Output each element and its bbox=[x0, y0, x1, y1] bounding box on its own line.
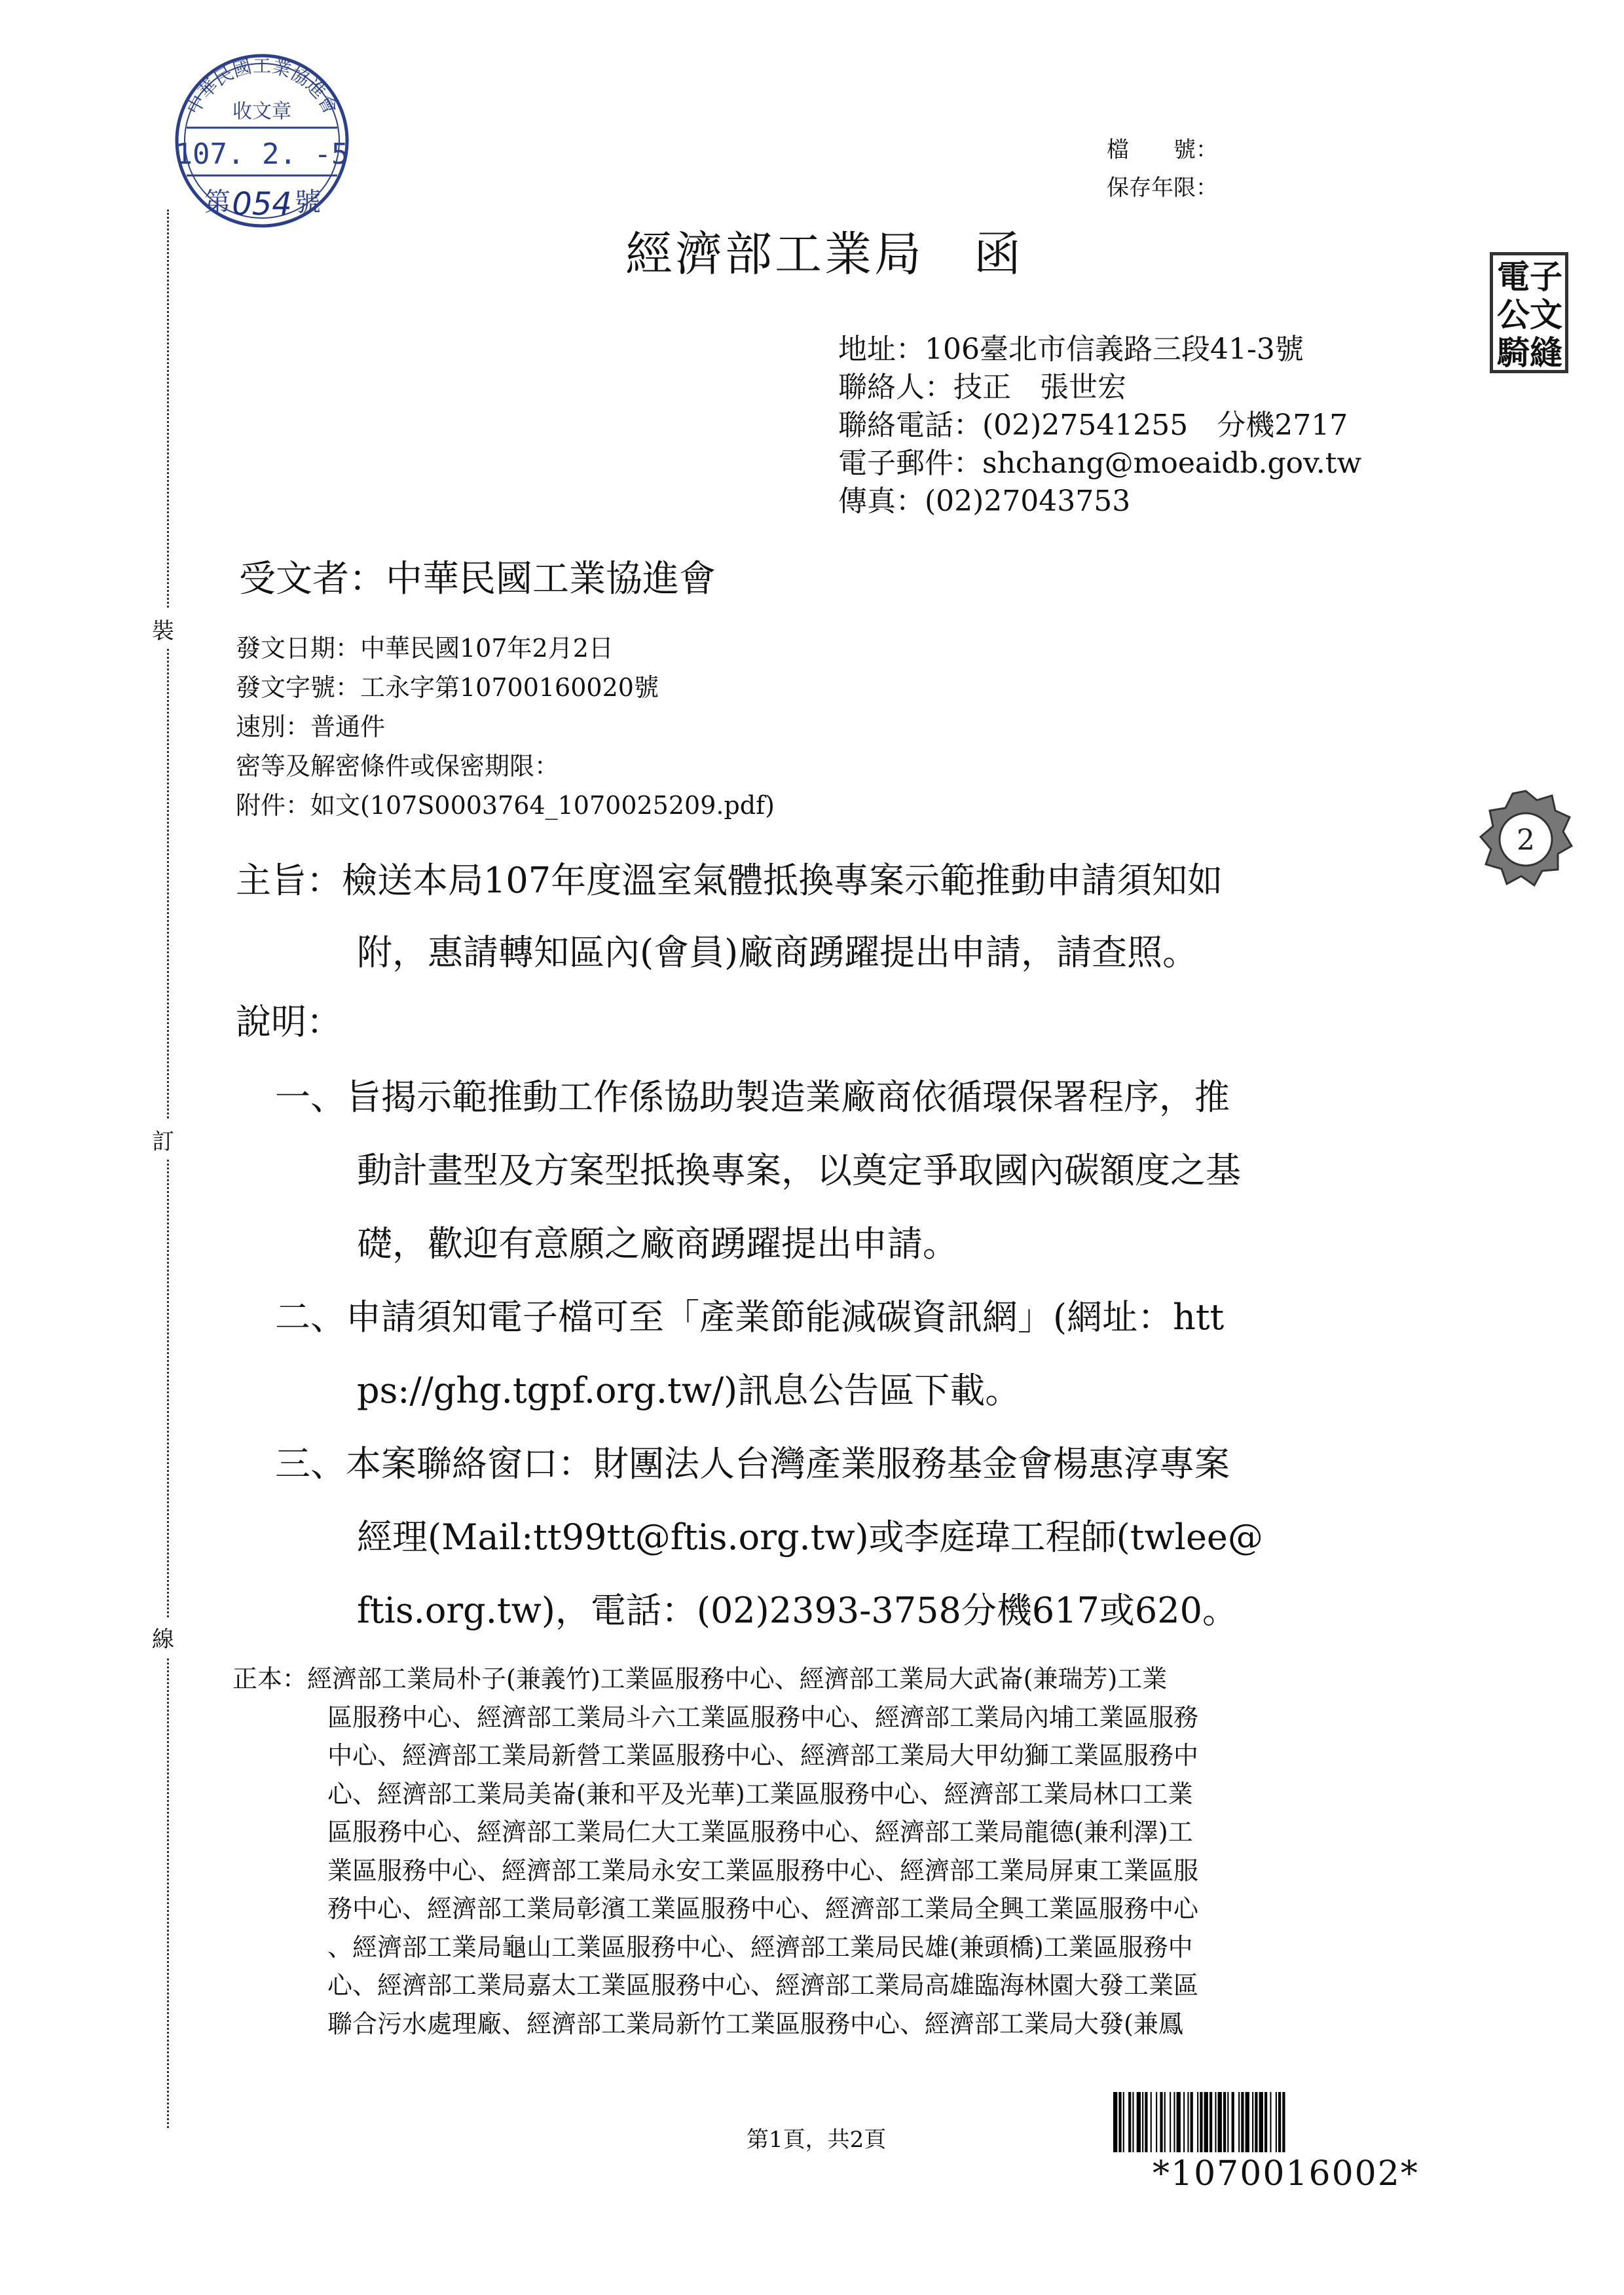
explanation-line: ftis.org.tw)，電話：(02)2393-3758分機617或620。 bbox=[357, 1590, 1238, 1631]
binding-label-bottom: 線 bbox=[152, 1617, 174, 1657]
document-title: 經濟部工業局 函 bbox=[625, 227, 1024, 282]
contact-person: 聯絡人：技正 張世宏 bbox=[838, 371, 1126, 404]
secrecy: 密等及解密條件或保密期限： bbox=[236, 752, 560, 780]
retention-label: 保存年限： bbox=[1107, 175, 1218, 201]
explanation-line: 動計畫型及方案型抵換專案，以奠定爭取國內碳額度之基 bbox=[357, 1150, 1241, 1191]
explanation-line: 三、本案聯絡窗口：財團法人台灣產業服務基金會楊惠淳專案 bbox=[275, 1443, 1230, 1484]
file-number-label: 檔 號： bbox=[1107, 137, 1218, 163]
explanation-heading: 說明： bbox=[236, 1001, 342, 1042]
barcode-number: *1070016002* bbox=[1153, 2154, 1419, 2194]
receipt-stamp-label: 收文章 bbox=[232, 100, 291, 123]
explanation-line: 經理(Mail:tt99tt@ftis.org.tw)或李庭瑋工程師(twlee@ bbox=[357, 1516, 1263, 1558]
cc-line: 中心、經濟部工業局新營工業區服務中心、經濟部工業局大甲幼獅工業區服務中 bbox=[327, 1741, 1199, 1770]
barcode bbox=[1113, 2092, 1434, 2152]
contact-email: 電子郵件：shchang@moeaidb.gov.tw bbox=[838, 447, 1362, 480]
contact-address: 地址：106臺北市信義路三段41-3號 bbox=[838, 333, 1304, 366]
attachment: 附件：如文(107S0003764_1070025209.pdf) bbox=[236, 791, 775, 820]
receipt-stamp-number: 054 bbox=[232, 186, 292, 223]
cc-line: 正本：經濟部工業局朴子(兼義竹)工業區服務中心、經濟部工業局大武崙(兼瑞芳)工業 bbox=[232, 1664, 1168, 1693]
explanation-line: 一、旨揭示範推動工作係協助製造業廠商依循環保署程序，推 bbox=[275, 1076, 1230, 1118]
cc-line: 心、經濟部工業局嘉太工業區服務中心、經濟部工業局高雄臨海林園大發工業區 bbox=[327, 1971, 1199, 2000]
receipt-stamp-org: 中華民國工業協進會 bbox=[182, 55, 342, 119]
subject-line-2: 附，惠請轉知區內(會員)廠商踴躍提出申請，請查照。 bbox=[357, 932, 1198, 973]
cc-line: 心、經濟部工業局美崙(兼和平及光華)工業區服務中心、經濟部工業局林口工業 bbox=[327, 1780, 1193, 1808]
recipient: 受文者：中華民國工業協進會 bbox=[239, 558, 716, 600]
binding-label-middle: 訂 bbox=[152, 1120, 174, 1160]
contact-fax: 傳真：(02)27043753 bbox=[838, 485, 1131, 518]
receipt-stamp-date: 107. 2. -5 bbox=[175, 138, 349, 171]
explanation-line: 二、申請須知電子檔可至「產業節能減碳資訊網」(網址：htt bbox=[275, 1296, 1225, 1338]
cc-line: 聯合污水處理廠、經濟部工業局新竹工業區服務中心、經濟部工業局大發(兼鳳 bbox=[327, 2010, 1183, 2038]
cc-line: 區服務中心、經濟部工業局仁大工業區服務中心、經濟部工業局龍德(兼利澤)工 bbox=[327, 1818, 1193, 1846]
speed: 速別：普通件 bbox=[236, 712, 386, 741]
electronic-document-seal bbox=[1490, 252, 1568, 373]
subject-line-1: 主旨：檢送本局107年度溫室氣體抵換專案示範推動申請須知如 bbox=[236, 860, 1223, 901]
binding-line bbox=[167, 210, 169, 2128]
seal-badge-text: 2 bbox=[1517, 824, 1535, 857]
page-number: 第1頁，共2頁 bbox=[747, 2127, 887, 2153]
binding-label-top: 裝 bbox=[152, 609, 174, 649]
doc-number: 發文字號：工永字第10700160020號 bbox=[236, 673, 659, 702]
explanation-line: ps://ghg.tgpf.org.tw/)訊息公告區下載。 bbox=[357, 1370, 1021, 1411]
cc-line: 業區服務中心、經濟部工業局永安工業區服務中心、經濟部工業局屏東工業區服 bbox=[327, 1856, 1199, 1885]
seal-text: 電子公文騎縫 bbox=[1497, 257, 1562, 372]
receipt-stamp-suffix: 號 bbox=[295, 187, 321, 217]
receipt-stamp-prefix: 第 bbox=[204, 187, 231, 217]
receipt-stamp bbox=[164, 39, 360, 236]
contact-phone: 聯絡電話：(02)27541255 分機2717 bbox=[838, 409, 1348, 442]
cc-line: 區服務中心、經濟部工業局斗六工業區服務中心、經濟部工業局內埔工業區服務 bbox=[327, 1703, 1199, 1732]
cc-line: 、經濟部工業局龜山工業區服務中心、經濟部工業局民雄(兼頭橋)工業區服務中 bbox=[327, 1933, 1193, 1962]
explanation-line: 礎，歡迎有意願之廠商踴躍提出申請。 bbox=[357, 1223, 958, 1264]
issue-date: 發文日期：中華民國107年2月2日 bbox=[236, 634, 614, 663]
cc-line: 務中心、經濟部工業局彰濱工業區服務中心、經濟部工業局全興工業區服務中心 bbox=[327, 1894, 1199, 1923]
seam-seal-badge bbox=[1477, 786, 1575, 890]
